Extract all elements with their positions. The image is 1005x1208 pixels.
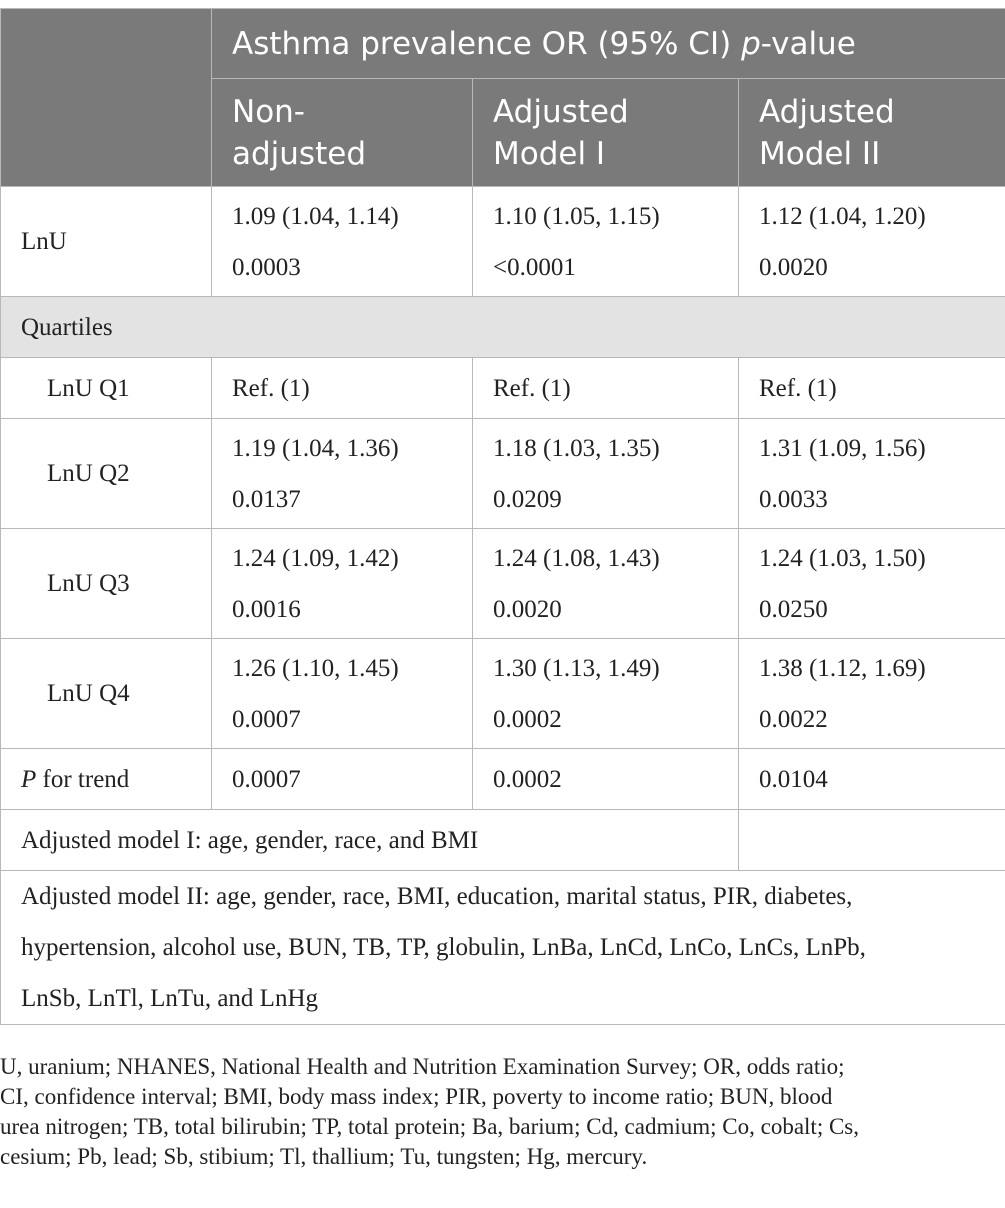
column-header-line: Model I (493, 135, 606, 172)
table-cell (473, 639, 739, 749)
p-value: 0.0020 (759, 253, 828, 281)
column-header-model1 (473, 79, 739, 187)
or-value: 1.18 (1.03, 1.35) (493, 434, 660, 462)
note-line: hypertension, alcohol use, BUN, TB, TP, globulin, LnBa, LnCd, LnCo, LnCs, LnPb, (21, 934, 866, 961)
or-value: 1.24 (1.08, 1.43) (493, 544, 660, 572)
or-value: 1.19 (1.04, 1.36) (232, 434, 399, 462)
table-row-trend (1, 749, 1005, 810)
row-label: LnU Q2 (1, 419, 212, 529)
p-value: 0.0007 (232, 705, 301, 733)
or-value: 1.12 (1.04, 1.20) (759, 202, 926, 230)
p-value: 0.0137 (232, 485, 301, 513)
empty-cell (739, 810, 1005, 871)
p-value: 0.0020 (493, 595, 562, 623)
or-value: 1.24 (1.09, 1.42) (232, 544, 399, 572)
table-row-q2 (1, 419, 1005, 529)
row-label: LnU Q4 (1, 639, 212, 749)
or-value: 1.38 (1.12, 1.69) (759, 654, 926, 682)
table-row-quartiles (1, 297, 1005, 358)
table-cell (212, 639, 473, 749)
section-label-quartiles: Quartiles (1, 297, 1005, 358)
note-line: LnSb, LnTl, LnTu, and LnHg (21, 985, 318, 1012)
trend-label-text: for trend (36, 765, 130, 793)
group-title-italic: p (741, 25, 761, 62)
row-label: LnU Q1 (1, 358, 212, 419)
footnote-line: U, uranium; NHANES, National Health and Nutrition Examination Survey; OR, odds ratio; (0, 1054, 845, 1079)
row-label-trend (1, 749, 212, 810)
column-header-model2 (739, 79, 1005, 187)
p-value: 0.0022 (759, 705, 828, 733)
table-cell (739, 639, 1005, 749)
results-table (0, 8, 1005, 1025)
p-value: 0.0033 (759, 485, 828, 513)
trend-label-italic: P (21, 765, 37, 793)
or-value: 1.10 (1.05, 1.15) (493, 202, 660, 230)
p-value: 0.0016 (232, 595, 301, 623)
row-label: LnU Q3 (1, 529, 212, 639)
table-cell (212, 419, 473, 529)
table-cell (739, 419, 1005, 529)
or-value: 1.09 (1.04, 1.14) (232, 202, 399, 230)
column-header-line: Adjusted (493, 93, 629, 130)
p-value: 0.0002 (493, 705, 562, 733)
footnote-line: cesium; Pb, lead; Sb, stibium; Tl, thallium; Tu, tungsten; Hg, mercury. (0, 1144, 648, 1169)
footnote-line: urea nitrogen; TB, total bilirubin; TP, total protein; Ba, barium; Cd, cadmium; Co, cobalt; Cs, (0, 1114, 859, 1139)
header-row-group (1, 9, 1005, 79)
note-model1: Adjusted model I: age, gender, race, and BMI (1, 810, 739, 871)
table-footnote (0, 1052, 1000, 1172)
p-value: 0.0250 (759, 595, 828, 623)
or-value: 1.26 (1.10, 1.45) (232, 654, 399, 682)
column-header-line: Adjusted (759, 93, 895, 130)
table-cell (473, 419, 739, 529)
table-cell: 0.0104 (739, 749, 1005, 810)
note-model2 (1, 871, 1005, 1025)
table-row-note-model1 (1, 810, 1005, 871)
or-value: 1.31 (1.09, 1.56) (759, 434, 926, 462)
table-row-q1 (1, 358, 1005, 419)
table-row-note-model2 (1, 871, 1005, 1025)
table-cell (739, 187, 1005, 297)
footnote-line: CI, confidence interval; BMI, body mass index; PIR, poverty to income ratio; BUN, blood (0, 1084, 833, 1109)
group-title-text: Asthma prevalence OR (95% CI) (232, 25, 742, 62)
table-cell (212, 529, 473, 639)
column-header-nonadjusted (212, 79, 473, 187)
table-cell: Ref. (1) (739, 358, 1005, 419)
or-value: 1.24 (1.03, 1.50) (759, 544, 926, 572)
header-corner-cell (1, 9, 212, 187)
column-header-line: Model II (759, 135, 881, 172)
table-cell (739, 529, 1005, 639)
table-cell: Ref. (1) (212, 358, 473, 419)
table-cell (473, 187, 739, 297)
note-line: Adjusted model II: age, gender, race, BMI, education, marital status, PIR, diabetes, (21, 883, 853, 910)
table-cell: Ref. (1) (473, 358, 739, 419)
column-header-line: adjusted (232, 135, 366, 172)
table-row-q4 (1, 639, 1005, 749)
header-group-title (212, 9, 1005, 79)
table-cell (212, 187, 473, 297)
table-cell: 0.0007 (212, 749, 473, 810)
or-value: 1.30 (1.13, 1.49) (493, 654, 660, 682)
p-value: 0.0209 (493, 485, 562, 513)
row-label: LnU (1, 187, 212, 297)
table-row-lnu (1, 187, 1005, 297)
table-row-q3 (1, 529, 1005, 639)
table-cell (473, 529, 739, 639)
p-value: <0.0001 (493, 253, 576, 281)
table-cell: 0.0002 (473, 749, 739, 810)
column-header-line: Non- (232, 93, 305, 130)
p-value: 0.0003 (232, 253, 301, 281)
group-title-suffix: -value (760, 25, 856, 62)
